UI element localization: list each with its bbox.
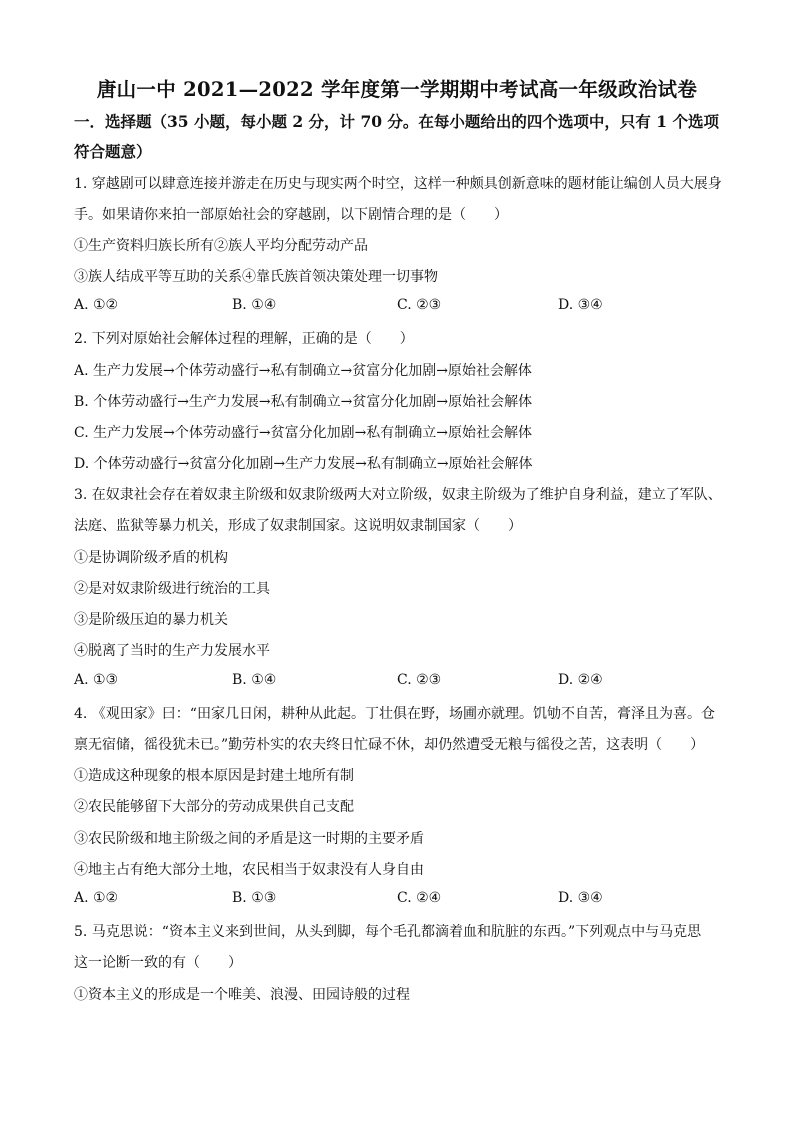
q1-option-d: D. ③④ — [558, 297, 603, 313]
q2-option-c: C. 生产力发展→个体劳动盛行→贫富分化加剧→私有制确立→原始社会解体 — [74, 425, 533, 441]
q4-option-b: B. ①③ — [232, 890, 277, 906]
q3-option-b: B. ①④ — [232, 672, 277, 688]
q2-option-b: B. 个体劳动盛行→生产力发展→私有制确立→贫富分化加剧→原始社会解体 — [74, 394, 533, 410]
q3-stem-line-1: 3. 在奴隶社会存在着奴隶主阶级和奴隶阶级两大对立阶级，奴隶主阶级为了维护自身利益，建立了军队、 — [74, 487, 722, 503]
q2-option-a: A. 生产力发展→个体劳动盛行→私有制确立→贫富分化加剧→原始社会解体 — [74, 363, 532, 379]
q3-item-2: ②是对奴隶阶级进行统治的工具 — [74, 581, 270, 597]
q4-option-d: D. ③④ — [558, 890, 603, 906]
q5-stem-line-1: 5. 马克思说：“资本主义来到世间，从头到脚，每个毛孔都滴着血和肮脏的东西。”下列观点中与马克思 — [74, 924, 702, 940]
q4-item-2: ②农民能够留下大部分的劳动成果供自己支配 — [74, 799, 354, 815]
page-title: 唐山一中 2021—2022 学年度第一学期期中考试高一年级政治试卷 — [96, 78, 698, 101]
q1-stem-line-1: 1. 穿越剧可以肆意连接并游走在历史与现实两个时空，这样一种颇具创新意味的题材能让编创人员大展身 — [74, 176, 722, 192]
q1-item-1: ①生产资料归族长所有②族人平均分配劳动产品 — [74, 238, 368, 254]
q3-option-a: A. ①③ — [74, 672, 119, 688]
q5-stem-line-2: 这一论断一致的有（ ） — [74, 955, 242, 971]
q1-option-a: A. ①② — [74, 297, 119, 313]
q2-stem: 2. 下列对原始社会解体过程的理解，正确的是（ ） — [74, 331, 414, 347]
q3-item-3: ③是阶级压迫的暴力机关 — [74, 612, 228, 628]
q3-item-4: ④脱离了当时的生产力发展水平 — [74, 643, 270, 659]
q4-item-4: ④地主占有绝大部分土地，农民相当于奴隶没有人身自由 — [74, 862, 424, 878]
q1-option-c: C. ②③ — [397, 297, 442, 313]
q3-stem-line-2: 法庭、监狱等暴力机关，形成了奴隶制国家。这说明奴隶制国家（ ） — [74, 518, 522, 534]
q4-stem-line-2: 禀无宿储，徭役犹未已。”勤劳朴实的农夫终日忙碌不休，却仍然遭受无粮与徭役之苦，这表明（ ） — [74, 737, 705, 753]
section-heading-line-2: 符合题意） — [74, 142, 152, 161]
q3-option-d: D. ②④ — [558, 672, 603, 688]
q4-option-a: A. ①② — [74, 890, 119, 906]
q5-item-1: ①资本主义的形成是一个唯美、浪漫、田园诗般的过程 — [74, 987, 410, 1003]
q3-option-c: C. ②③ — [397, 672, 442, 688]
q3-item-1: ①是协调阶级矛盾的机构 — [74, 550, 228, 566]
q4-option-c: C. ②④ — [397, 890, 442, 906]
q4-item-3: ③农民阶级和地主阶级之间的矛盾是这一时期的主要矛盾 — [74, 831, 424, 847]
q1-stem-line-2: 手。如果请你来拍一部原始社会的穿越剧，以下剧情合理的是（ ） — [74, 207, 508, 223]
q4-stem-line-1: 4. 《观田家》曰：“田家几日闲，耕种从此起。丁壮俱在野，场圃亦就理。饥劬不自苦，膏泽且为喜。仓 — [74, 706, 715, 722]
q1-option-b: B. ①④ — [232, 297, 277, 313]
q1-item-2: ③族人结成平等互助的关系④靠氏族首领决策处理一切事物 — [74, 269, 438, 285]
section-heading-line-1: 一．选择题（35 小题，每小题 2 分，计 70 分。在每小题给出的四个选项中，只有 1 个选项 — [74, 112, 719, 131]
q4-item-1: ①造成这种现象的根本原因是封建土地所有制 — [74, 768, 354, 784]
q2-option-d: D. 个体劳动盛行→贫富分化加剧→生产力发展→私有制确立→原始社会解体 — [74, 456, 533, 472]
